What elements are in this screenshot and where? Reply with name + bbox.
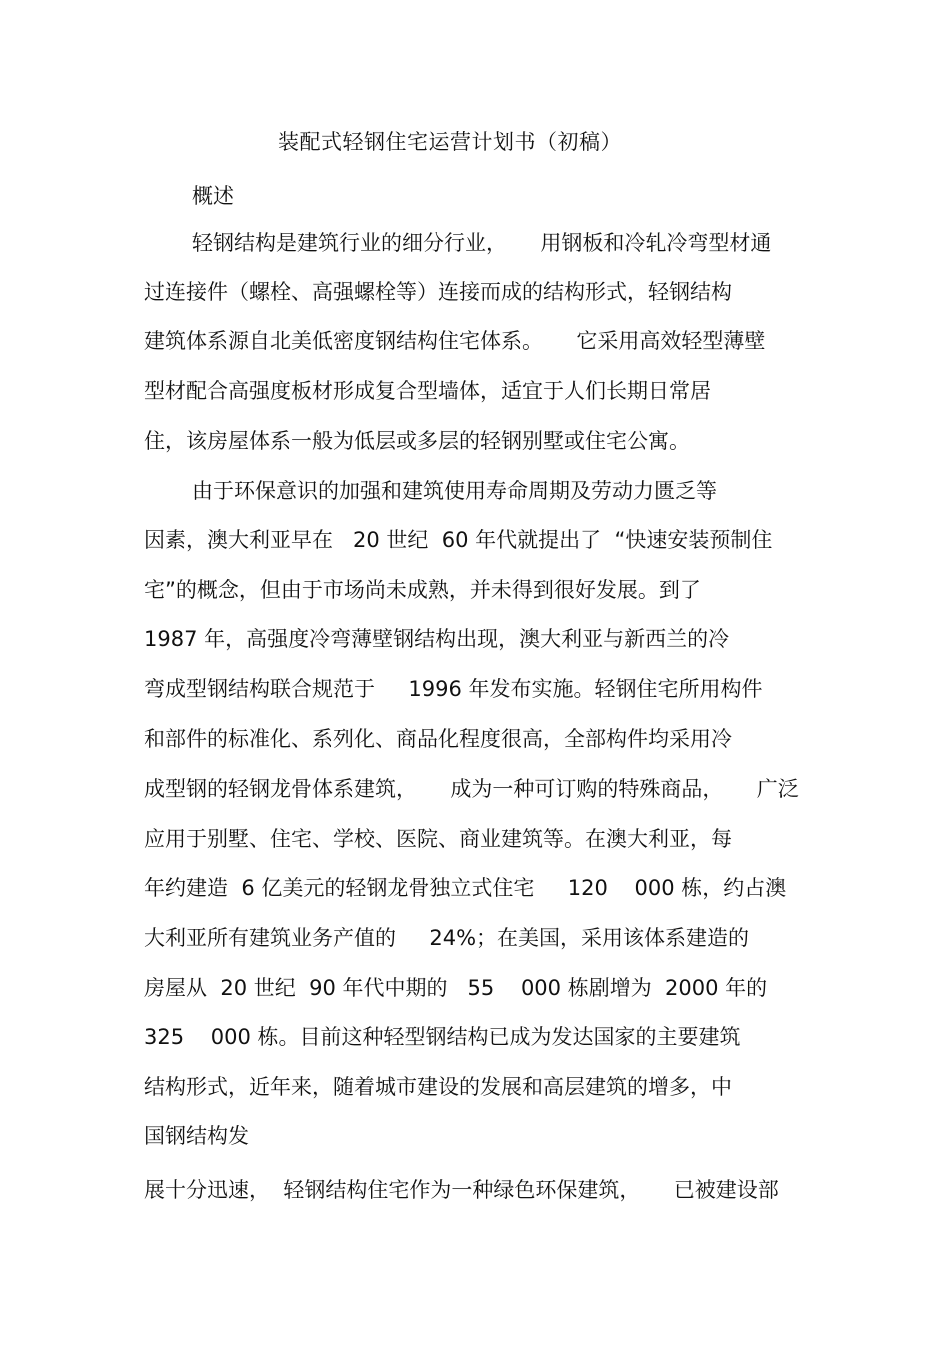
paragraph-line: 1987 年，高强度冷弯薄壁钢结构出现，澳大利亚与新西兰的冷 bbox=[144, 627, 730, 651]
paragraph-line: 应用于别墅、住宅、学校、医院、商业建筑等。在澳大利亚，每 bbox=[144, 827, 732, 851]
paragraph-line: 轻钢结构是建筑行业的细分行业， 用钢板和冷轧冷弯型材通 bbox=[192, 231, 772, 255]
paragraph-line: 和部件的标准化、系列化、商品化程度很高，全部构件均采用冷 bbox=[144, 727, 732, 751]
paragraph-line: 国钢结构发 bbox=[144, 1124, 249, 1148]
paragraph-line: 型材配合高强度板材形成复合型墙体，适宜于人们长期日常居 bbox=[144, 379, 711, 403]
document-title: 装配式轻钢住宅运营计划书（初稿） bbox=[278, 130, 622, 154]
paragraph-line: 弯成型钢结构联合规范于 1996 年发布实施。轻钢住宅所用构件 bbox=[144, 677, 763, 701]
paragraph-line: 年约建造 6 亿美元的轻钢龙骨独立式住宅 120 000 栋，约占澳 bbox=[144, 876, 787, 900]
paragraph-line: 成型钢的轻钢龙骨体系建筑， 成为一种可订购的特殊商品， 广泛 bbox=[144, 777, 799, 801]
paragraph-line: 房屋从 20 世纪 90 年代中期的 55 000 栋剧增为 2000 年的 bbox=[144, 976, 768, 1000]
paragraph-line: 325 000 栋。目前这种轻型钢结构已成为发达国家的主要建筑 bbox=[144, 1025, 741, 1049]
paragraph-line: 由于环保意识的加强和建筑使用寿命周期及劳动力匮乏等 bbox=[192, 479, 717, 503]
paragraph-line: 住，该房屋体系一般为低层或多层的轻钢别墅或住宅公寓。 bbox=[144, 429, 690, 453]
paragraph-line: 过连接件（螺栓、高强螺栓等）连接而成的结构形式，轻钢结构 bbox=[144, 280, 732, 304]
paragraph-line: 展十分迅速， 轻钢结构住宅作为一种绿色环保建筑， 已被建设部 bbox=[144, 1178, 779, 1202]
paragraph-line: 大利亚所有建筑业务产值的 24%；在美国，采用该体系建造的 bbox=[144, 926, 750, 950]
paragraph-line: 宅”的概念，但由于市场尚未成熟，并未得到很好发展。到了 bbox=[144, 578, 701, 602]
paragraph-line: 建筑体系源自北美低密度钢结构住宅体系。 它采用高效轻型薄壁 bbox=[144, 329, 766, 353]
section-heading: 概述 bbox=[192, 184, 234, 208]
paragraph-line: 结构形式，近年来，随着城市建设的发展和高层建筑的增多，中 bbox=[144, 1075, 732, 1099]
paragraph-line: 因素，澳大利亚早在 20 世纪 60 年代就提出了 “快速安装预制住 bbox=[144, 528, 773, 552]
